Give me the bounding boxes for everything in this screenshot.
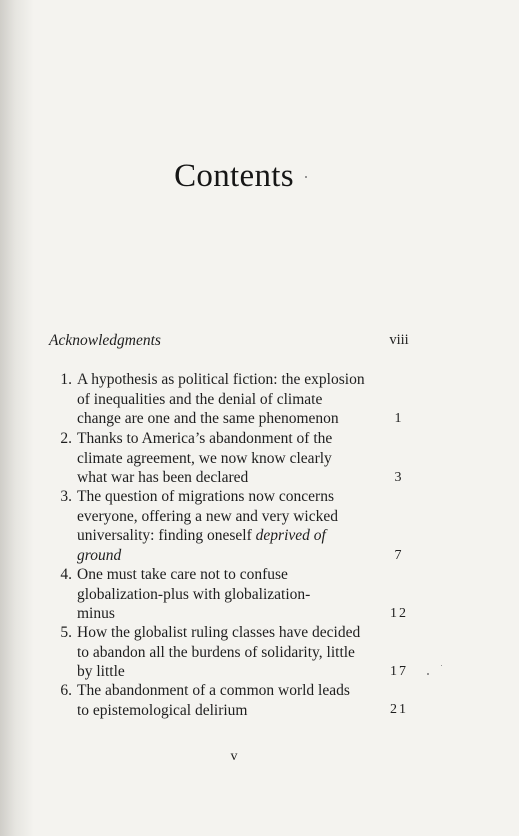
- page-gutter-shadow: [0, 0, 34, 836]
- chapter-3-title-line: The question of migrations now concerns: [77, 488, 334, 505]
- chapter-4-title-line: globalization-plus with globalization-: [77, 585, 311, 603]
- acknowledgments-page-number: viii: [389, 332, 409, 348]
- chapter-3-title-line: everyone, offering a new and very wicked: [77, 507, 338, 525]
- dust-speck: [441, 665, 442, 666]
- chapter-4-title-line: minus: [77, 605, 115, 622]
- chapter-2-title: [77, 429, 387, 488]
- chapter-5-title-line: by little: [77, 663, 125, 680]
- dust-speck: [305, 176, 307, 178]
- chapter-1-title: [77, 370, 387, 429]
- page-title: Contents: [174, 158, 294, 194]
- chapter-3-title: [77, 487, 387, 565]
- chapter-3-page-number: 7: [394, 548, 404, 563]
- chapter-6-number: 6.: [60, 682, 72, 699]
- page-folio: v: [230, 749, 238, 764]
- acknowledgments-entry-label: Acknowledgments: [49, 332, 161, 349]
- chapter-2-title-line: what war has been declared: [77, 469, 249, 486]
- chapter-3-number: 3.: [60, 488, 72, 505]
- chapter-2-number: 2.: [60, 430, 72, 447]
- chapter-4-number: 4.: [60, 566, 72, 583]
- chapter-1-title-line: change are one and the same phenomenon: [77, 410, 339, 427]
- chapter-5-number: 5.: [60, 624, 72, 641]
- chapter-3-title-line: ground: [77, 546, 122, 564]
- chapter-4-title: [77, 565, 387, 624]
- chapter-5-title: [77, 623, 387, 682]
- chapter-1-title-line: A hypothesis as political fiction: the explosion: [77, 371, 365, 388]
- chapter-6-title-line: to epistemological delirium: [77, 701, 248, 719]
- chapter-2-title-line: climate agreement, we now know clearly: [77, 449, 332, 467]
- chapter-5-title-line: How the globalist ruling classes have decided: [77, 624, 361, 641]
- chapter-5-page-number: 17: [390, 664, 408, 679]
- chapter-1-number: 1.: [60, 371, 72, 388]
- chapter-1-title-line: of inequalities and the denial of climate: [77, 390, 323, 408]
- chapter-6-title: [77, 681, 387, 720]
- chapter-3-title-line: [77, 526, 387, 546]
- chapter-6-title-line: The abandonment of a common world leads: [77, 682, 350, 699]
- chapter-5-title-line: to abandon all the burdens of solidarity, little: [77, 643, 355, 661]
- dust-speck: [427, 673, 429, 675]
- chapter-2-title-line: Thanks to America’s abandonment of the: [77, 430, 333, 447]
- chapter-4-title-line: One must take care not to confuse: [77, 566, 288, 583]
- chapter-3-title-line-plain: universality: finding oneself: [77, 527, 256, 544]
- chapter-3-title-italic-phrase: deprived of: [255, 527, 326, 544]
- chapter-2-page-number: 3: [394, 470, 404, 485]
- chapter-1-page-number: 1: [394, 411, 404, 426]
- chapter-4-page-number: 12: [390, 606, 408, 621]
- chapter-6-page-number: 21: [390, 702, 408, 717]
